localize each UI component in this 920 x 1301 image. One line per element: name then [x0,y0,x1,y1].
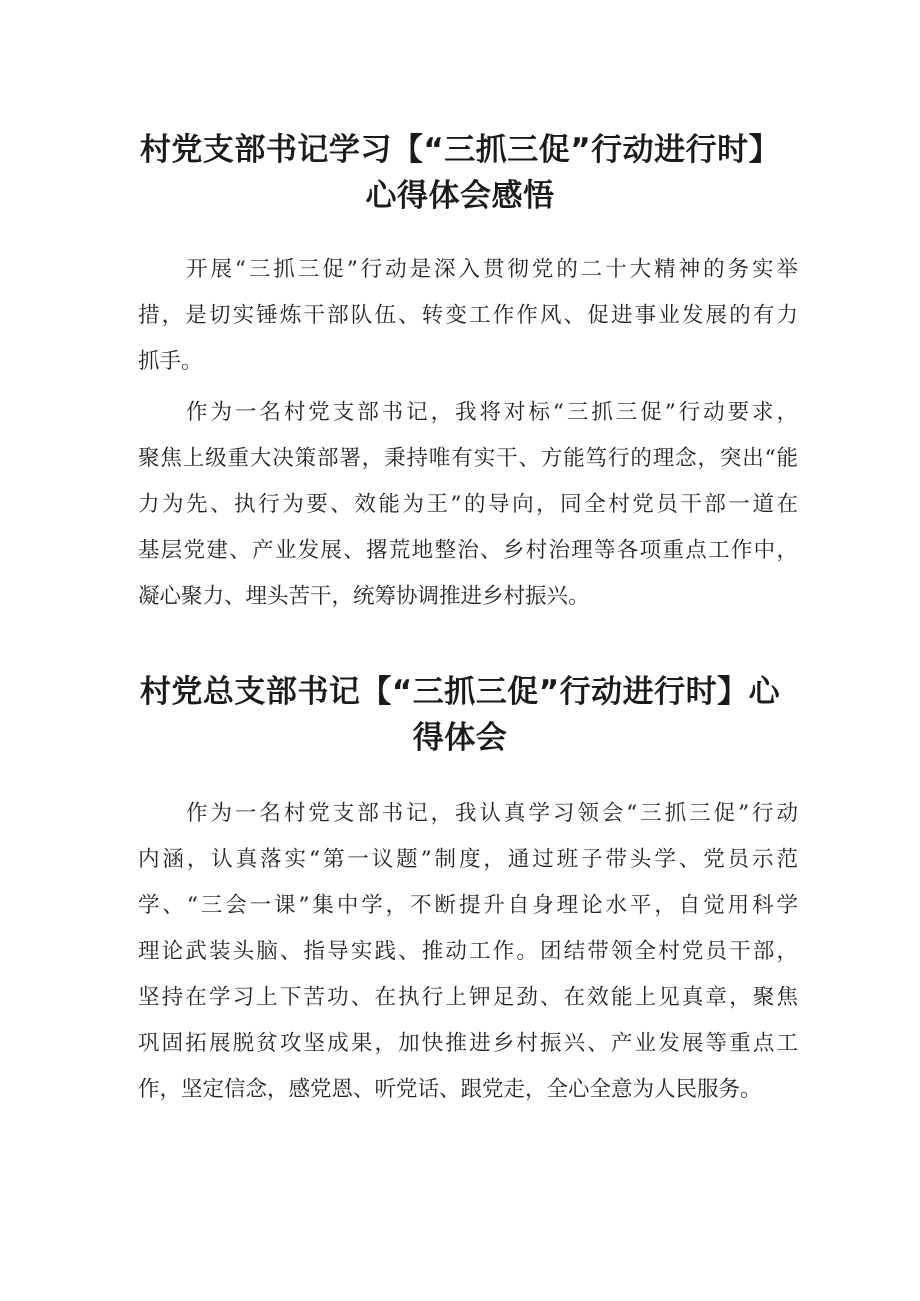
section2-title-line1: 村党总支部书记【“三抓三促”行动进行时】心 [139,674,781,710]
paragraph-line: 聚焦上级重大决策部署，秉持唯有实干、方能笃行的理念，突出“能 [138,446,798,471]
paragraph-line: 力为先、执行为要、效能为王”的导向，同全村党员干部一道在 [138,492,798,517]
paragraph-line: 作为一名村党支部书记，我认真学习领会“三抓三促”行动 [186,801,798,826]
section2-title [120,669,800,761]
paragraph-line: 基层党建、产业发展、撂荒地整治、乡村治理等各项重点工作中， [138,538,798,563]
paragraph-line: 措，是切实锤炼干部队伍、转变工作作风、促进事业发展的有力 [138,303,798,328]
section1-paragraph1 [138,247,798,385]
section2-paragraph1 [138,791,798,1113]
paragraph-line: 理论武装头脑、指导实践、推动工作。团结带领全村党员干部， [138,939,798,964]
paragraph-line: 内涵，认真落实“第一议题”制度，通过班子带头学、党员示范 [138,847,798,872]
section1-title-line1: 村党支部书记学习【“三抓三促”行动进行时】 [139,132,781,168]
section1-title-line2: 心得体会感悟 [365,178,555,214]
paragraph-line: 抓手。 [138,349,203,374]
paragraph-line: 学、“三会一课”集中学，不断提升自身理论水平，自觉用科学 [138,893,798,918]
paragraph-line: 开展“三抓三促”行动是深入贯彻党的二十大精神的务实举 [186,257,798,282]
paragraph-line: 坚持在学习上下苦功、在执行上钾足劲、在效能上见真章，聚焦 [138,985,798,1010]
paragraph-line: 凝心聚力、埋头苦干，统筹协调推进乡村振兴。 [138,584,590,609]
paragraph-line: 作，坚定信念，感党恩、听党话、跟党走，全心全意为人民服务。 [138,1077,762,1102]
paragraph-line: 作为一名村党支部书记，我将对标“三抓三促”行动要求， [186,400,798,425]
section1-title [120,127,800,219]
section1-paragraph2 [138,390,798,620]
paragraph-line: 巩固拓展脱贫攻坚成果，加快推进乡村振兴、产业发展等重点工 [138,1031,798,1056]
section2-title-line2: 得体会 [412,720,508,756]
